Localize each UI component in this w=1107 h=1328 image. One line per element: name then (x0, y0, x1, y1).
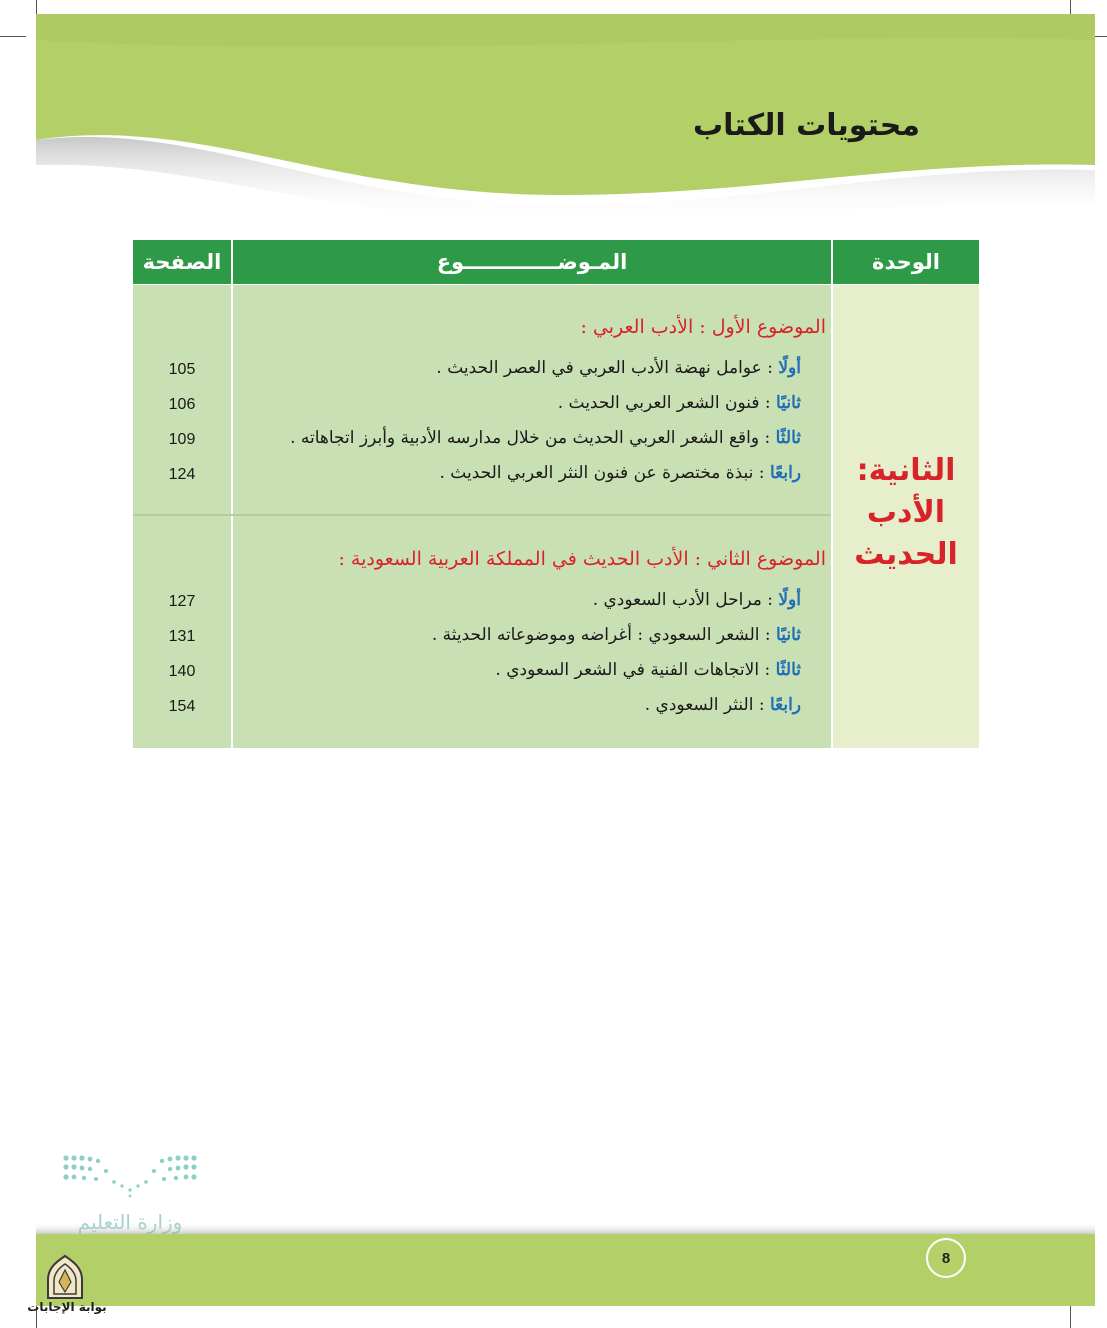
item-ordinal: أولًا (778, 590, 801, 610)
portal-name: بوابة الإجابات (27, 1300, 107, 1314)
toc-table (133, 240, 979, 748)
item-text: : عوامل نهضة الأدب العربي في العصر الحديث . (436, 358, 779, 378)
header-unit: الوحدة (833, 240, 979, 284)
item-text: : نبذة مختصرة عن فنون النثر العربي الحديث . (439, 463, 770, 483)
item-ordinal: ثالثًا (775, 660, 801, 680)
item-page-number: 124 (168, 466, 196, 483)
page-number-badge: 8 (926, 1238, 966, 1278)
header-wave-banner (0, 0, 1107, 230)
toc-item (432, 625, 801, 645)
ministry-logo-icon (60, 1152, 200, 1202)
item-text: : النثر السعودي . (644, 695, 770, 715)
toc-item (290, 428, 801, 448)
toc-item (558, 393, 801, 413)
toc-item (495, 660, 801, 680)
item-text: : الشعر السعودي : أغراضه وموضوعاته الحديثة . (431, 625, 777, 645)
item-text: : واقع الشعر العربي الحديث من خلال مدارسه الأدبية وأبرز اتجاهاته . (290, 428, 776, 448)
item-ordinal: ثانيًا (776, 393, 801, 413)
page-title: محتويات الكتاب (692, 108, 920, 143)
item-text: : مراحل الأدب السعودي . (592, 590, 779, 610)
header-page: الصفحة (133, 240, 231, 284)
item-page-number: 127 (168, 593, 196, 610)
unit-title (833, 450, 979, 576)
item-page-number: 154 (168, 698, 196, 715)
item-page-number: 131 (168, 628, 196, 645)
unit-title-line: الأدب (866, 495, 946, 530)
item-page-number: 106 (168, 396, 196, 413)
portal-logo-icon (44, 1254, 86, 1302)
unit-title-line: الثانية: (856, 453, 956, 488)
toc-item (439, 463, 801, 483)
item-page-number: 105 (168, 361, 196, 378)
item-page-number: 140 (168, 663, 196, 680)
item-ordinal: أولًا (778, 358, 801, 378)
item-page-number: 109 (168, 431, 196, 448)
toc-item (645, 695, 801, 715)
item-ordinal: رابعًا (769, 463, 801, 483)
section-title: الموضوع الأول : الأدب العربي : (580, 316, 826, 338)
item-ordinal: ثانيًا (776, 625, 801, 645)
toc-item (593, 590, 801, 610)
header-topic: المـوضـــــــــــــوع (233, 240, 831, 284)
item-ordinal: ثالثًا (775, 428, 801, 448)
item-text: : فنون الشعر العربي الحديث . (557, 393, 777, 413)
item-text: : الاتجاهات الفنية في الشعر السعودي . (495, 660, 776, 680)
section-divider (133, 514, 831, 516)
section-title: الموضوع الثاني : الأدب الحديث في المملكة العربية السعودية : (338, 548, 826, 570)
item-ordinal: رابعًا (769, 695, 801, 715)
unit-title-line: الحديث (854, 537, 958, 572)
toc-item (436, 358, 801, 378)
